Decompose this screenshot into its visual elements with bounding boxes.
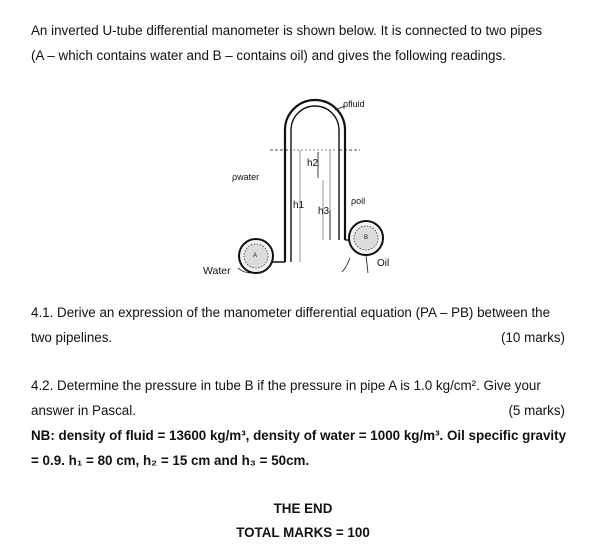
- q1-line-1: 4.1. Derive an expression of the manometer differential equation (PA – PB) between the: [31, 305, 551, 320]
- label-rho-oil: ρoil: [351, 196, 366, 206]
- label-h1: h1: [293, 200, 305, 211]
- u-tube-inner: [291, 106, 339, 262]
- q2-line-1: 4.2. Determine the pressure in tube B if the pressure in pipe A is 1.0 kg/cm². Give your: [31, 378, 541, 393]
- u-tube-outer: [285, 100, 345, 262]
- q2-marks: (5 marks): [508, 403, 565, 418]
- intro-line-1: An inverted U-tube differential manometer is shown below. It is connected to two pipes: [31, 23, 543, 38]
- label-oil: Oil: [377, 258, 390, 269]
- label-pipe-a: A: [253, 253, 258, 259]
- the-end: THE END: [273, 501, 333, 516]
- label-rho-water: ρwater: [232, 172, 260, 182]
- label-water: Water: [203, 265, 231, 277]
- nb-line-2: = 0.9. h₁ = 80 cm, h₂ = 15 cm and h₃ = 50cm.: [31, 453, 310, 468]
- q1-line-2: two pipelines.: [31, 330, 113, 345]
- intro-line-2: (A – which contains water and B – contains oil) and gives the following readings.: [31, 48, 506, 63]
- label-h2: h2: [307, 158, 319, 169]
- q1-marks: (10 marks): [501, 330, 565, 345]
- label-pipe-b: B: [364, 235, 369, 241]
- nb-line-1: NB: density of fluid = 13600 kg/m³, density of water = 1000 kg/m³. Oil specific gravity: [31, 428, 567, 443]
- q2-line-2: answer in Pascal.: [31, 403, 136, 418]
- label-h3: h3: [318, 206, 330, 217]
- label-rho-fluid: ρfluid: [343, 99, 365, 109]
- total-marks: TOTAL MARKS = 100: [236, 525, 370, 540]
